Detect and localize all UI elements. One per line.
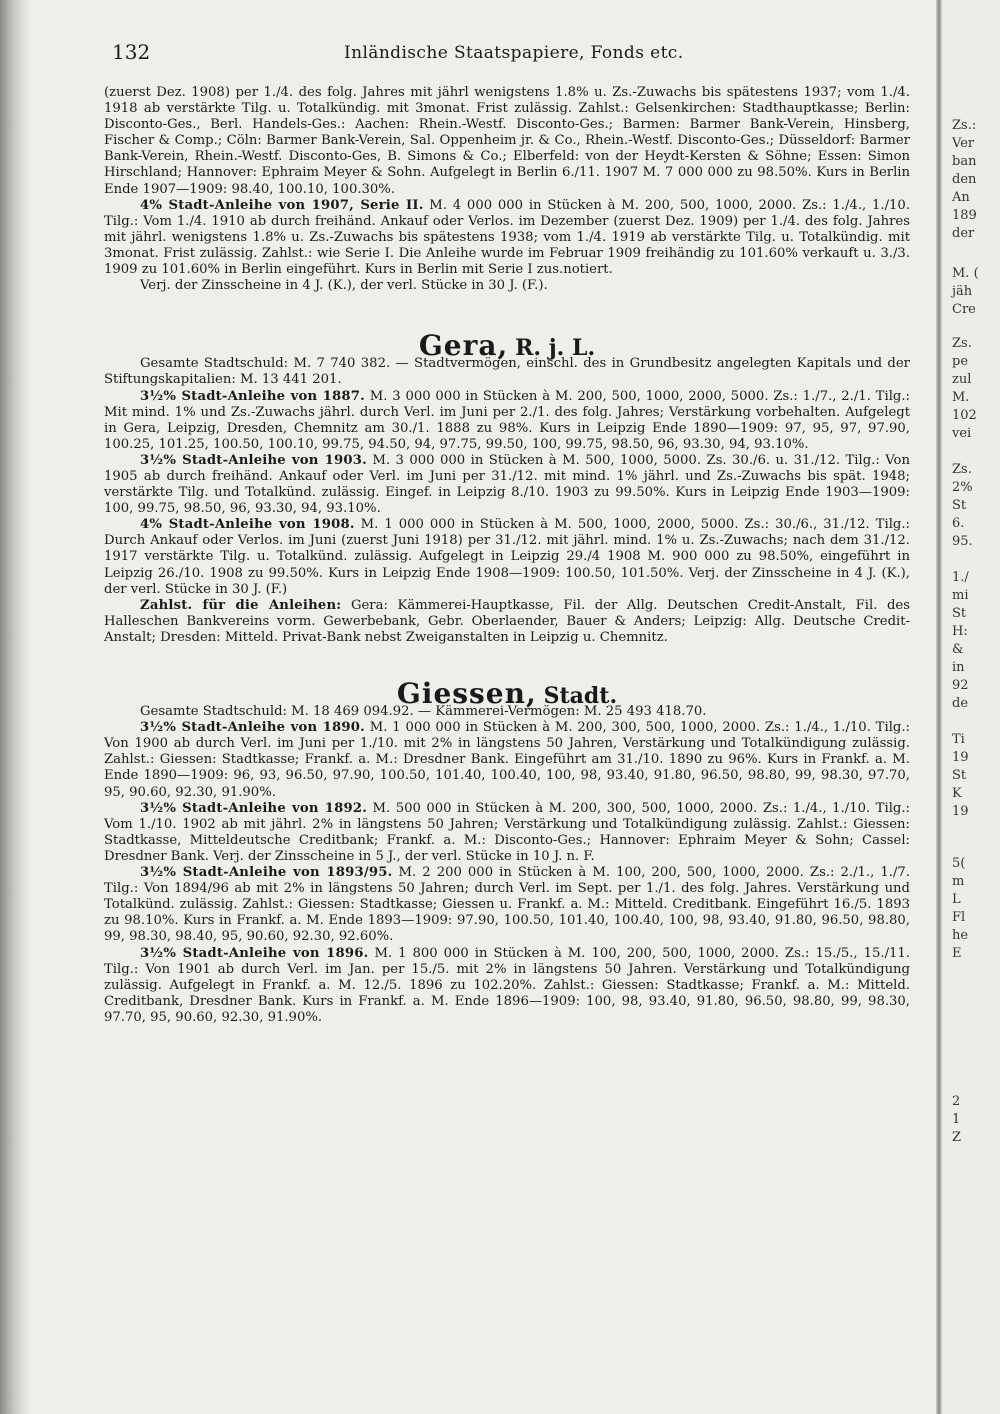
margin-fragment: 19: [952, 804, 969, 819]
margin-fragment: 92: [952, 678, 969, 693]
margin-fragment: 189: [952, 208, 977, 223]
city-suffix: R. j. L.: [515, 335, 596, 362]
bond-entry: [104, 389, 910, 453]
bond-text: M. 1 000 000 in Stücken à M. 500, 1000, 2000, 5000. Zs.: 30./6., 31./12. Tilg.: Durch Ankauf oder Verlos. im Juni (zuerst Juni 1918) per 31./12. mit jährl. mind. 1% u. Zs.-Zuwachs; nach dem 31./12. 1917 verstärkte Tilg. u. Totalkünd. zulässig. Aufgelegt in Leipzig 29./4 1908 M. 900 000 zu 98.50%, eingeführt in Leipzig 26./10. 1908 zu 99.50%. Kurs in Leipzig Ende 1908—1909: 100.50, 101.50%. Verj. der Zinsscheine in 4 J. (K.), der verl. Stücke in 30 J. (F.): [104, 517, 910, 597]
margin-fragment: pe: [952, 354, 969, 369]
margin-fragment: in: [952, 660, 965, 675]
bond-title: 4% Stadt-Anleihe von 1907, Serie II.: [140, 197, 424, 213]
margin-fragment: 19: [952, 750, 969, 765]
bond-title: 4% Stadt-Anleihe von 1908.: [140, 517, 355, 533]
margin-fragment: St: [952, 606, 967, 621]
bond-text: M. 3 000 000 in Stücken à M. 500, 1000, 5000. Zs. 30./6. u. 31./12. Tilg.: Von 1905 ab durch freihänd. Ankauf oder Verl. im Juni per 31./12. mit mind. 1% jährl. und Zs.-Zuwachs bis spät. 1948; verstärkte Tilg. und Totalkünd. zulässig. Eingef. in Leipzig 8./10. 1903 zu 99.50%. Kurs in Leipzig Ende 1903—1909: 100, 99.75, 98.50, 96, 93.30, 94, 93.10%.: [104, 452, 910, 517]
margin-fragment: An: [952, 190, 970, 205]
city-heading-giessen: [104, 677, 910, 710]
margin-fragment: Zs.: [952, 462, 972, 477]
bond-entry: [104, 946, 910, 1026]
margin-fragment: 2: [952, 1094, 961, 1109]
bond-title: 3½% Stadt-Anleihe von 1893/95.: [140, 865, 393, 881]
bond-text: M. 4 000 000 in Stücken à M. 200, 500, 1000, 2000. Zs.: 1./4., 1./10. Tilg.: Vom 1./4. 1910 ab durch freihänd. Ankauf oder Verlos. im Dezember (zuerst Dez. 1909) per 1./4. des folg. Jahres mit jährl. wenigstens 1.8% u. Zs.-Zuwachs bis spätestens 1938; vom 1./4. 1919 ab verstärkte Tilg. u. Totalkündig. mit 3monat. Frist zulässig. Zahlst.: wie Serie I. Die Anleihe wurde im Februar 1909 freihändig zu 101.60% verkauft u. 3./3. 1909 zu 101.60% in Berlin eingeführt. Kurs in Berlin mit Serie I zus.notiert.: [104, 197, 910, 278]
margin-fragment: m: [952, 874, 965, 889]
bond-entry: [104, 198, 910, 278]
margin-fragment: 1./: [952, 570, 969, 585]
margin-fragment: jäh: [952, 284, 973, 299]
margin-fragment: Zs.: [952, 336, 972, 351]
margin-fragment: den: [952, 172, 977, 187]
margin-fragment: 6.: [952, 516, 965, 531]
adjacent-page-fragment: [942, 0, 1000, 1414]
margin-fragment: St: [952, 498, 967, 513]
margin-fragment: E: [952, 946, 962, 961]
margin-fragment: de: [952, 696, 969, 711]
margin-fragment: M.: [952, 390, 970, 405]
bond-title: 3½% Stadt-Anleihe von 1896.: [140, 945, 369, 961]
verjaehrung-note: Verj. der Zinsscheine in 4 J. (K.), der verl. Stücke in 30 J. (F.).: [140, 278, 548, 294]
bond-text: M. 2 200 000 in Stücken à M. 100, 200, 500, 1000, 2000. Zs.: 2./1., 1./7. Tilg.: Von 1894/96 ab mit 2% in längstens 50 Jahren; durch Verl. im Sept. per 1./1. des folg. Jahres. Verstärkung und Totalkünd. zulässig. Zahlst.: Giessen: Stadtkasse; Giessen u. Frankf. a. M.: Mitteld. Creditbank. Eingeführt 16./5. 1893 zu 98.10%. Kurs in Frankf. a. M. Ende 1893—1909: 97.90, 100.50, 101.40, 100.40, 100, 98, 93.40, 91.80, 96.50, 98.80, 99, 98.30, 98.40, 95, 90.60, 92.30, 92.60%.: [104, 865, 910, 945]
city-heading-gera: [104, 329, 910, 363]
bond-entry: [104, 865, 910, 945]
margin-fragment: Z: [952, 1130, 962, 1145]
margin-fragment: M. (: [952, 266, 979, 281]
continuation-paragraph: (zuerst Dez. 1908) per 1./4. des folg. Jahres mit jährl wenigstens 1.8% u. Zs.-Zuwachs bis spätestens 1937; vom 1./4. 1918 ab verstärkte Tilg. u. Totalkündig. mit 3monat. Frist zulässig. Zahlst.: Gelsenkirchen: Stadthauptkasse; Berlin: Disconto-Ges., Berl. Handels-Ges.: Aachen: Rhein.-Westf. Disconto-Ges.; Barmen: Barmer Bank-Verein, Hinsberg, Fischer & Comp.; Cöln: Barmer Bank-Verein, Sal. Oppenheim jr. & Co., Rhein.-Westf. Disconto-Ges.; Düsseldorf: Barmer Bank-Verein, Rhein.-Westf. Disconto-Ges, B. Simons & Co.; Elberfeld: von der Heydt-Kersten & Söhne; Essen: Simon Hirschland; Hannover: Ephraim Meyer & Sohn. Aufgelegt in Berlin 6./11. 1907 M. 7 000 000 zu 98.50%. Kurs in Berlin Ende 1907—1909: 98.40, 100.10, 100.30%.: [104, 85, 910, 197]
running-head: Inländische Staatspapiere, Fonds etc.: [344, 43, 684, 63]
bond-entry: [104, 517, 910, 597]
margin-fragment: mi: [952, 588, 969, 603]
margin-fragment: L: [952, 892, 961, 907]
bond-text: M. 500 000 in Stücken à M. 200, 300, 500, 1000, 2000. Zs.: 1./4., 1./10. Tilg.: Vom 1./10. 1902 ab mit jährl. 2% in längstens 50 Jahren; Verstärkung und Totalkündigung zulässig. Zahlst.: Giessen: Stadtkasse, Mitteldeutsche Creditbank; Frankf. a. M.: Disconto-Ges.; Hannover: Ephraim Meyer & Sohn; Cassel: Dresdner Bank. Verj. der Zinsscheine in 5 J., der verl. Stücke in 10 J. n. F.: [104, 800, 910, 864]
margin-fragment: &: [952, 642, 964, 657]
city-suffix: Stadt.: [543, 683, 618, 709]
page-body: [104, 85, 910, 1026]
margin-fragment: Fl: [952, 910, 966, 925]
margin-fragment: 5(: [952, 856, 966, 871]
margin-fragment: he: [952, 928, 969, 943]
bond-text: M. 3 000 000 in Stücken à M. 200, 500, 1000, 2000, 5000. Zs.: 1./7., 2./1. Tilg.: Mit mind. 1% und Zs.-Zuwachs jährl. durch Verl. im Juni per 2./1. des folg. Jahres; Verstärkung vorbehalten. Aufgelegt in Gera, Leipzig, Dresden, Chemnitz am 30./1. 1888 zu 98%. Kurs in Leipzig Ende 1890—1909: 97, 95, 97, 97.90, 100.25, 101.25, 100.50, 100.10, 99.75, 94.50, 94, 97.75, 99.50, 100, 99.75, 98.50, 96, 93.30, 94, 93.10%.: [104, 388, 910, 452]
margin-fragment: Cre: [952, 302, 976, 317]
city-summary: Gesamte Stadtschuld: M. 7 740 382. — Stadtvermögen, einschl. des in Grundbesitz angelegten Kapitals und der Stiftungskapitalien: M. 13 441 201.: [104, 356, 910, 388]
margin-fragment: H:: [952, 624, 968, 639]
city-name: Giessen,: [396, 677, 537, 710]
bond-title: 3½% Stadt-Anleihe von 1890.: [140, 720, 365, 736]
bond-title: 3½% Stadt-Anleihe von 1887.: [140, 388, 365, 404]
margin-fragment: K: [952, 786, 962, 801]
margin-fragment: Ti: [952, 732, 965, 747]
margin-fragment: 1: [952, 1112, 961, 1127]
bond-title: 3½% Stadt-Anleihe von 1892.: [140, 800, 368, 816]
margin-fragment: Ver: [952, 136, 975, 151]
city-summary: Gesamte Stadtschuld: M. 18 469 094.92. — Kämmerei-Vermögen: M. 25 493 418.70.: [140, 704, 707, 720]
paying-agents-text: Gera: Kämmerei-Hauptkasse, Fil. der Allg. Deutschen Credit-Anstalt, Fil. des Halleschen Bankvereins vorm. Gewerbebank, Gebr. Oberlaender, Bauer & Anders; Leipzig: Allg. Deutsche Credit-Anstalt; Dresden: Mitteld. Privat-Bank nebst Zweiganstalten in Leipzig u. Chemnitz.: [104, 597, 910, 645]
margin-fragment: vei: [952, 426, 972, 441]
bond-entry: [104, 720, 910, 800]
bond-text: M. 1 000 000 in Stücken à M. 200, 300, 500, 1000, 2000. Zs.: 1./4., 1./10. Tilg.: Von 1900 ab durch Verl. im Juni per 1./10. mit 2% in längstens 50 Jahren, Verstärkung und Totalkündigung zulässig. Zahlst.: Giessen: Stadtkasse; Frankf. a. M.: Dresdner Bank. Eingeführt am 31./10. 1890 zu 96%. Kurs in Frankf. a. M. Ende 1890—1909: 96, 93, 96.50, 97.90, 100.50, 101.40, 100.40, 100, 98, 93.40, 91.80, 96.50, 98.80, 99, 98.30, 97.70, 95, 90.60, 92.30, 91.90%.: [104, 720, 910, 800]
margin-fragment: 102: [952, 408, 977, 423]
paying-agents-title: Zahlst. für die Anleihen:: [140, 597, 342, 613]
margin-fragment: Zs.:: [952, 118, 977, 133]
bond-text: M. 1 800 000 in Stücken à M. 100, 200, 500, 1000, 2000. Zs.: 15./5., 15./11. Tilg.: Von 1901 ab durch Verl. im Jan. per 15./5. mit 2% in längstens 50 Jahren. Verstärkung und Totalkündigung zulässig. Aufgelegt in Frankf. a. M. 12./5. 1896 zu 102.20%. Zahlst.: Giessen: Stadtkasse; Frankf. a. M.: Mitteld. Creditbank, Dresdner Bank. Kurs in Frankf. a. M. Ende 1896—1909: 100, 98, 93.40, 91.80, 96.50, 98.80, 99, 98.30, 97.70, 95, 90.60, 92.30, 91.90%.: [104, 945, 910, 1025]
page-edge-shadow: [0, 0, 30, 1414]
bond-entry: [104, 453, 910, 517]
margin-fragment: 95.: [952, 534, 973, 549]
margin-fragment: St: [952, 768, 967, 783]
margin-fragment: zul: [952, 372, 972, 387]
page-header: [112, 40, 932, 70]
margin-fragment: ban: [952, 154, 977, 169]
city-name: Gera,: [418, 329, 509, 363]
paying-agents: [104, 598, 910, 646]
bond-title: 3½% Stadt-Anleihe von 1903.: [140, 452, 367, 468]
margin-fragment: 2%: [952, 480, 973, 495]
margin-fragment: der: [952, 226, 975, 241]
bond-entry: [104, 801, 910, 865]
page-number: 132: [112, 40, 151, 64]
